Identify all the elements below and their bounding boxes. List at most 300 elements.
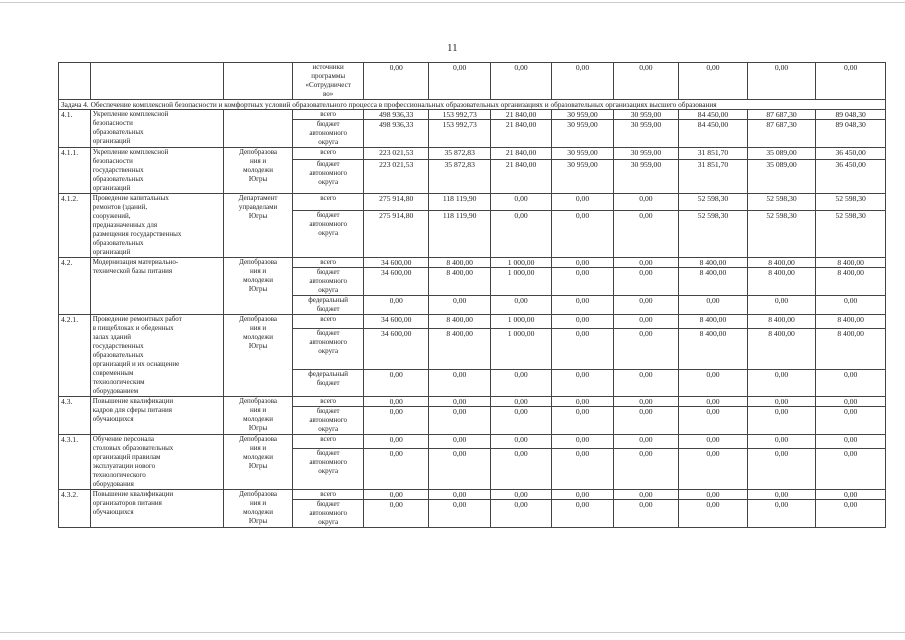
value-cell: 275 914,80 [363, 194, 429, 211]
funding-source-label: автономного [309, 277, 348, 285]
funding-source-label: бюджет [316, 160, 340, 169]
row-name-cell [90, 110, 223, 148]
value-cell: 52 598,30 [679, 210, 748, 257]
scan-top-edge [0, 2, 905, 3]
row-name-line: эксплуатации нового [92, 462, 156, 470]
value-cell: 0,00 [429, 63, 490, 100]
value-cell: 0,00 [747, 490, 816, 500]
row-name-line: технической базы питания [92, 267, 173, 275]
row-name-cell [90, 397, 223, 435]
value-cell: 1 000,00 [490, 258, 551, 268]
row-number-cell: 4.1. [59, 110, 91, 148]
value-cell: 35 872,83 [429, 148, 490, 160]
value-cell: 0,00 [679, 500, 748, 528]
row-executor-line: Югры [248, 517, 268, 525]
funding-source-label: бюджет [316, 407, 340, 415]
value-cell: 0,00 [552, 435, 613, 449]
value-cell: 8 400,00 [747, 315, 816, 329]
value-cell: 0,00 [816, 435, 886, 449]
row-name-line: Повышение квалификации [92, 490, 174, 498]
funding-source-cell [293, 435, 364, 449]
funding-source-label: источники [312, 63, 344, 71]
value-cell: 275 914,80 [363, 210, 429, 257]
value-cell: 0,00 [679, 63, 748, 100]
row-name-line: сооружений, [92, 212, 131, 220]
value-cell: 8 400,00 [429, 315, 490, 329]
value-cell: 30 959,00 [552, 148, 613, 160]
row-executor-line: Депобразова [239, 490, 278, 498]
row-name-cell [90, 315, 223, 397]
funding-source-cell [293, 268, 364, 296]
row-number-cell: 4.3. [59, 397, 91, 435]
table-row [59, 435, 886, 449]
value-cell: 0,00 [490, 449, 551, 490]
value-cell: 0,00 [816, 490, 886, 500]
funding-source-label: округа [318, 228, 339, 237]
row-number-cell: 4.3.2. [59, 490, 91, 528]
row-name-line: организаций и их оснащение [92, 360, 180, 368]
row-name-line: современным [92, 369, 134, 377]
value-cell: 0,00 [363, 63, 429, 100]
row-executor-line: молодежи [243, 276, 273, 284]
funding-source-label: автономного [309, 169, 348, 178]
row-name-line: Модернизация материально- [92, 258, 179, 266]
funding-source-label: округа [318, 138, 339, 146]
value-cell: 0,00 [429, 296, 490, 315]
row-name-line: организаторов питания [92, 499, 162, 507]
value-cell: 0,00 [613, 407, 679, 435]
row-number-cell: 4.3.1. [59, 435, 91, 490]
funding-source-label: бюджет [316, 329, 340, 338]
value-cell: 0,00 [613, 369, 679, 396]
row-name-cell [90, 435, 223, 490]
row-executor-line: Югры [248, 424, 268, 432]
funding-source-cell [293, 407, 364, 435]
funding-source-cell [293, 296, 364, 315]
value-cell: 0,00 [429, 490, 490, 500]
value-cell: 0,00 [613, 329, 679, 369]
funding-source-label: бюджет [316, 305, 340, 313]
row-executor-line: ния и [249, 406, 267, 414]
row-executor-cell [223, 258, 293, 315]
funding-source-label: всего [320, 148, 337, 156]
value-cell: 0,00 [490, 296, 551, 315]
funding-source-cell [293, 449, 364, 490]
value-cell: 89 048,30 [816, 120, 886, 148]
value-cell: 0,00 [613, 435, 679, 449]
table-row [59, 490, 886, 500]
value-cell: 0,00 [363, 449, 429, 490]
value-cell: 0,00 [613, 194, 679, 211]
value-cell: 0,00 [429, 397, 490, 407]
row-executor-line: Депобразова [239, 315, 278, 323]
row-name-line: технологического [92, 471, 146, 479]
funding-source-label: программы [311, 72, 346, 80]
row-executor-line: Депобразова [239, 397, 278, 405]
value-cell: 0,00 [679, 435, 748, 449]
value-cell: 0,00 [552, 500, 613, 528]
value-cell: 0,00 [490, 369, 551, 396]
row-name-line: Обучение персонала [92, 435, 155, 443]
value-cell: 84 450,00 [679, 110, 748, 120]
row-executor-line: ния и [249, 157, 267, 165]
funding-source-cell [293, 63, 364, 100]
funding-source-label: автономного [309, 458, 348, 467]
value-cell: 8 400,00 [816, 315, 886, 329]
funding-source-cell [293, 329, 364, 369]
funding-source-label: бюджет [316, 210, 340, 219]
funding-source-cell [293, 490, 364, 500]
task-row [59, 100, 886, 110]
funding-source-label: во» [323, 90, 334, 98]
row-number-cell: 4.1.1. [59, 148, 91, 194]
funding-source-label: автономного [309, 416, 348, 424]
value-cell: 0,00 [747, 435, 816, 449]
value-cell: 0,00 [679, 397, 748, 407]
value-cell: 0,00 [363, 397, 429, 407]
row-name-line: размещения государственных [92, 230, 182, 238]
value-cell: 0,00 [429, 500, 490, 528]
value-cell: 52 598,30 [747, 194, 816, 211]
row-executor-line: Югры [248, 462, 268, 470]
value-cell: 0,00 [816, 449, 886, 490]
value-cell: 31 851,70 [679, 160, 748, 194]
funding-source-label: «Сотрудничест [305, 81, 351, 89]
value-cell: 0,00 [613, 315, 679, 329]
value-cell: 0,00 [613, 397, 679, 407]
value-cell: 52 598,30 [747, 210, 816, 257]
value-cell: 34 600,00 [363, 315, 429, 329]
value-cell: 0,00 [679, 407, 748, 435]
row-executor-line: Депобразова [239, 258, 278, 266]
funding-source-label: федеральный [308, 296, 349, 304]
funding-source-label: бюджет [316, 120, 340, 128]
row-name-line: образовательных [92, 239, 144, 247]
row-executor-cell [223, 315, 293, 397]
table-row [59, 397, 886, 407]
row-name-line: кадров для сферы питания [92, 406, 173, 414]
table-row [59, 258, 886, 268]
value-cell: 35 089,00 [747, 160, 816, 194]
row-executor-cell [223, 148, 293, 194]
funding-source-cell [293, 500, 364, 528]
funding-source-cell [293, 120, 364, 148]
row-name-line: образовательных [92, 175, 144, 183]
value-cell: 30 959,00 [613, 120, 679, 148]
funding-source-label: автономного [309, 509, 348, 517]
funding-source-label: бюджет [316, 378, 340, 387]
row-name-line: Проведение капитальных [92, 194, 169, 202]
row-name-line: оборудования [92, 480, 134, 488]
row-name-cell [90, 63, 223, 100]
page-number: 11 [447, 42, 458, 54]
funding-source-label: округа [318, 347, 339, 356]
value-cell: 0,00 [679, 490, 748, 500]
value-cell: 0,00 [363, 500, 429, 528]
row-name-line: организаций [92, 137, 131, 145]
value-cell: 8 400,00 [679, 315, 748, 329]
funding-source-label: всего [320, 194, 337, 202]
value-cell: 0,00 [613, 258, 679, 268]
value-cell: 36 450,00 [816, 160, 886, 194]
value-cell: 30 959,00 [552, 160, 613, 194]
row-name-line: оборудованием [92, 387, 139, 395]
row-number-cell [59, 63, 91, 100]
funding-source-label: всего [320, 435, 337, 443]
value-cell: 0,00 [747, 63, 816, 100]
row-name-line: безопасности [92, 157, 133, 165]
row-executor-line: ния и [249, 499, 267, 507]
funding-source-label: округа [318, 286, 339, 294]
value-cell: 30 959,00 [613, 160, 679, 194]
value-cell: 0,00 [552, 407, 613, 435]
value-cell: 8 400,00 [816, 258, 886, 268]
value-cell: 31 851,70 [679, 148, 748, 160]
row-name-cell [90, 258, 223, 315]
row-executor-line: молодежи [243, 415, 273, 423]
value-cell: 0,00 [552, 210, 613, 257]
row-executor-cell [223, 110, 293, 148]
value-cell: 223 021,53 [363, 148, 429, 160]
value-cell: 30 959,00 [613, 110, 679, 120]
row-executor-cell [223, 490, 293, 528]
value-cell: 118 119,90 [429, 210, 490, 257]
value-cell: 8 400,00 [429, 258, 490, 268]
funding-source-label: бюджет [316, 500, 340, 508]
funding-source-label: всего [320, 490, 337, 498]
table-row [59, 315, 886, 329]
value-cell: 52 598,30 [816, 194, 886, 211]
value-cell: 8 400,00 [679, 258, 748, 268]
value-cell: 0,00 [552, 369, 613, 396]
funding-source-label: округа [318, 467, 339, 476]
value-cell: 0,00 [363, 407, 429, 435]
value-cell: 8 400,00 [816, 268, 886, 296]
value-cell: 0,00 [490, 500, 551, 528]
value-cell: 8 400,00 [679, 268, 748, 296]
row-name-line: технологическим [92, 378, 145, 386]
value-cell: 89 048,30 [816, 110, 886, 120]
funding-source-cell [293, 148, 364, 160]
value-cell: 0,00 [552, 296, 613, 315]
row-executor-cell [223, 397, 293, 435]
value-cell: 0,00 [747, 397, 816, 407]
value-cell: 8 400,00 [747, 258, 816, 268]
value-cell: 153 992,73 [429, 120, 490, 148]
value-cell: 0,00 [613, 210, 679, 257]
value-cell: 0,00 [490, 63, 551, 100]
value-cell: 8 400,00 [747, 268, 816, 296]
row-name-line: организаций [92, 248, 131, 256]
value-cell: 36 450,00 [816, 148, 886, 160]
row-name-line: Проведение ремонтных работ [92, 315, 182, 323]
row-executor-line: Югры [248, 342, 268, 350]
value-cell: 1 000,00 [490, 268, 551, 296]
funding-source-label: бюджет [316, 449, 340, 458]
value-cell: 0,00 [429, 435, 490, 449]
row-executor-line: управделами [238, 203, 278, 211]
value-cell: 0,00 [816, 296, 886, 315]
value-cell: 30 959,00 [613, 148, 679, 160]
row-executor-line: ния и [249, 324, 267, 332]
value-cell: 87 687,30 [747, 120, 816, 148]
funding-source-label: федеральный [308, 369, 349, 378]
row-executor-line: Югры [248, 175, 268, 183]
funding-source-label: бюджет [316, 268, 340, 276]
value-cell: 34 600,00 [363, 268, 429, 296]
funding-source-label: автономного [309, 129, 348, 137]
value-cell: 0,00 [613, 63, 679, 100]
value-cell: 0,00 [552, 63, 613, 100]
task-heading: Задача 4. Обеспечение комплексной безопасности и комфортных условий образовательного процесса в профессиональных образовательных организациях и образовательных организациях высшего образования [59, 100, 886, 110]
funding-source-cell [293, 110, 364, 120]
table-row [59, 63, 886, 100]
value-cell: 0,00 [613, 268, 679, 296]
value-cell: 0,00 [552, 194, 613, 211]
row-name-line: государственных [92, 166, 144, 174]
value-cell: 21 840,00 [490, 120, 551, 148]
value-cell: 34 600,00 [363, 329, 429, 369]
row-name-line: обучающихся [92, 415, 134, 423]
value-cell: 52 598,30 [679, 194, 748, 211]
row-executor-line: Югры [248, 285, 268, 293]
funding-source-cell [293, 258, 364, 268]
row-number-cell: 4.2.1. [59, 315, 91, 397]
value-cell: 0,00 [429, 449, 490, 490]
funding-source-label: округа [318, 425, 339, 433]
value-cell: 0,00 [429, 407, 490, 435]
funding-source-cell [293, 369, 364, 396]
program-funding-table [58, 62, 886, 528]
funding-source-cell [293, 315, 364, 329]
row-executor-line: молодежи [243, 453, 273, 461]
row-executor-cell [223, 194, 293, 258]
value-cell: 0,00 [363, 490, 429, 500]
value-cell: 0,00 [552, 397, 613, 407]
value-cell: 0,00 [552, 329, 613, 369]
value-cell: 0,00 [679, 369, 748, 396]
value-cell: 87 687,30 [747, 110, 816, 120]
funding-source-label: всего [320, 258, 337, 266]
funding-source-cell [293, 210, 364, 257]
value-cell: 30 959,00 [552, 110, 613, 120]
value-cell: 0,00 [363, 435, 429, 449]
value-cell: 0,00 [490, 210, 551, 257]
value-cell: 21 840,00 [490, 160, 551, 194]
row-name-line: столовых образовательных [92, 444, 174, 452]
row-name-line: обучающихся [92, 508, 134, 516]
value-cell: 0,00 [552, 258, 613, 268]
scan-bottom-edge [0, 632, 905, 633]
row-name-line: Укрепление комплексной [92, 148, 169, 156]
value-cell: 0,00 [747, 449, 816, 490]
row-name-line: Укрепление комплексной [92, 110, 169, 118]
value-cell: 8 400,00 [429, 329, 490, 369]
value-cell: 8 400,00 [679, 329, 748, 369]
row-executor-line: ния и [249, 444, 267, 452]
row-executor-line: Департамент [238, 194, 278, 202]
value-cell: 0,00 [747, 369, 816, 396]
value-cell: 0,00 [613, 490, 679, 500]
value-cell: 0,00 [816, 407, 886, 435]
funding-source-label: автономного [309, 338, 348, 347]
funding-source-label: всего [320, 110, 337, 118]
value-cell: 223 021,53 [363, 160, 429, 194]
value-cell: 153 992,73 [429, 110, 490, 120]
row-name-line: предназначенных для [92, 221, 158, 229]
value-cell: 0,00 [747, 407, 816, 435]
value-cell: 118 119,90 [429, 194, 490, 211]
value-cell: 35 089,00 [747, 148, 816, 160]
row-name-line: образовательных [92, 128, 144, 136]
value-cell: 0,00 [613, 296, 679, 315]
value-cell: 0,00 [363, 369, 429, 396]
value-cell: 0,00 [816, 369, 886, 396]
row-executor-cell [223, 435, 293, 490]
value-cell: 30 959,00 [552, 120, 613, 148]
row-number-cell: 4.2. [59, 258, 91, 315]
value-cell: 1 000,00 [490, 315, 551, 329]
value-cell: 0,00 [613, 449, 679, 490]
value-cell: 0,00 [552, 315, 613, 329]
funding-source-cell [293, 397, 364, 407]
row-executor-line: молодежи [243, 333, 273, 341]
value-cell: 0,00 [363, 296, 429, 315]
value-cell: 21 840,00 [490, 148, 551, 160]
row-name-line: в пищеблоках и обеденных [92, 324, 174, 332]
value-cell: 52 598,30 [816, 210, 886, 257]
value-cell: 0,00 [816, 63, 886, 100]
row-name-line: организаций [92, 184, 131, 192]
row-name-line: залах зданий [92, 333, 132, 341]
value-cell: 0,00 [429, 369, 490, 396]
value-cell: 0,00 [552, 449, 613, 490]
value-cell: 0,00 [490, 435, 551, 449]
value-cell: 498 936,33 [363, 120, 429, 148]
value-cell: 1 000,00 [490, 329, 551, 369]
row-executor-line: молодежи [243, 508, 273, 516]
row-name-line: безопасности [92, 119, 133, 127]
row-executor-line: ния и [249, 267, 267, 275]
value-cell: 8 400,00 [429, 268, 490, 296]
value-cell: 0,00 [679, 449, 748, 490]
value-cell: 0,00 [490, 397, 551, 407]
funding-source-label: всего [320, 315, 337, 323]
value-cell: 0,00 [490, 407, 551, 435]
row-name-cell [90, 148, 223, 194]
value-cell: 35 872,83 [429, 160, 490, 194]
row-name-line: государственных [92, 342, 144, 350]
row-name-line: Повышение квалификации [92, 397, 174, 405]
value-cell: 8 400,00 [816, 329, 886, 369]
value-cell: 0,00 [552, 268, 613, 296]
funding-source-label: всего [320, 397, 337, 405]
table-row [59, 194, 886, 211]
row-name-line: организаций правилам [92, 453, 161, 461]
value-cell: 34 600,00 [363, 258, 429, 268]
value-cell: 0,00 [747, 296, 816, 315]
table-row [59, 148, 886, 160]
row-name-cell [90, 490, 223, 528]
funding-source-label: округа [318, 518, 339, 526]
value-cell: 0,00 [816, 397, 886, 407]
value-cell: 498 936,33 [363, 110, 429, 120]
funding-source-cell [293, 160, 364, 194]
row-number-cell: 4.1.2. [59, 194, 91, 258]
row-executor-line: Депобразова [239, 148, 278, 156]
row-executor-line: Депобразова [239, 435, 278, 443]
row-executor-line: Югры [248, 212, 268, 220]
